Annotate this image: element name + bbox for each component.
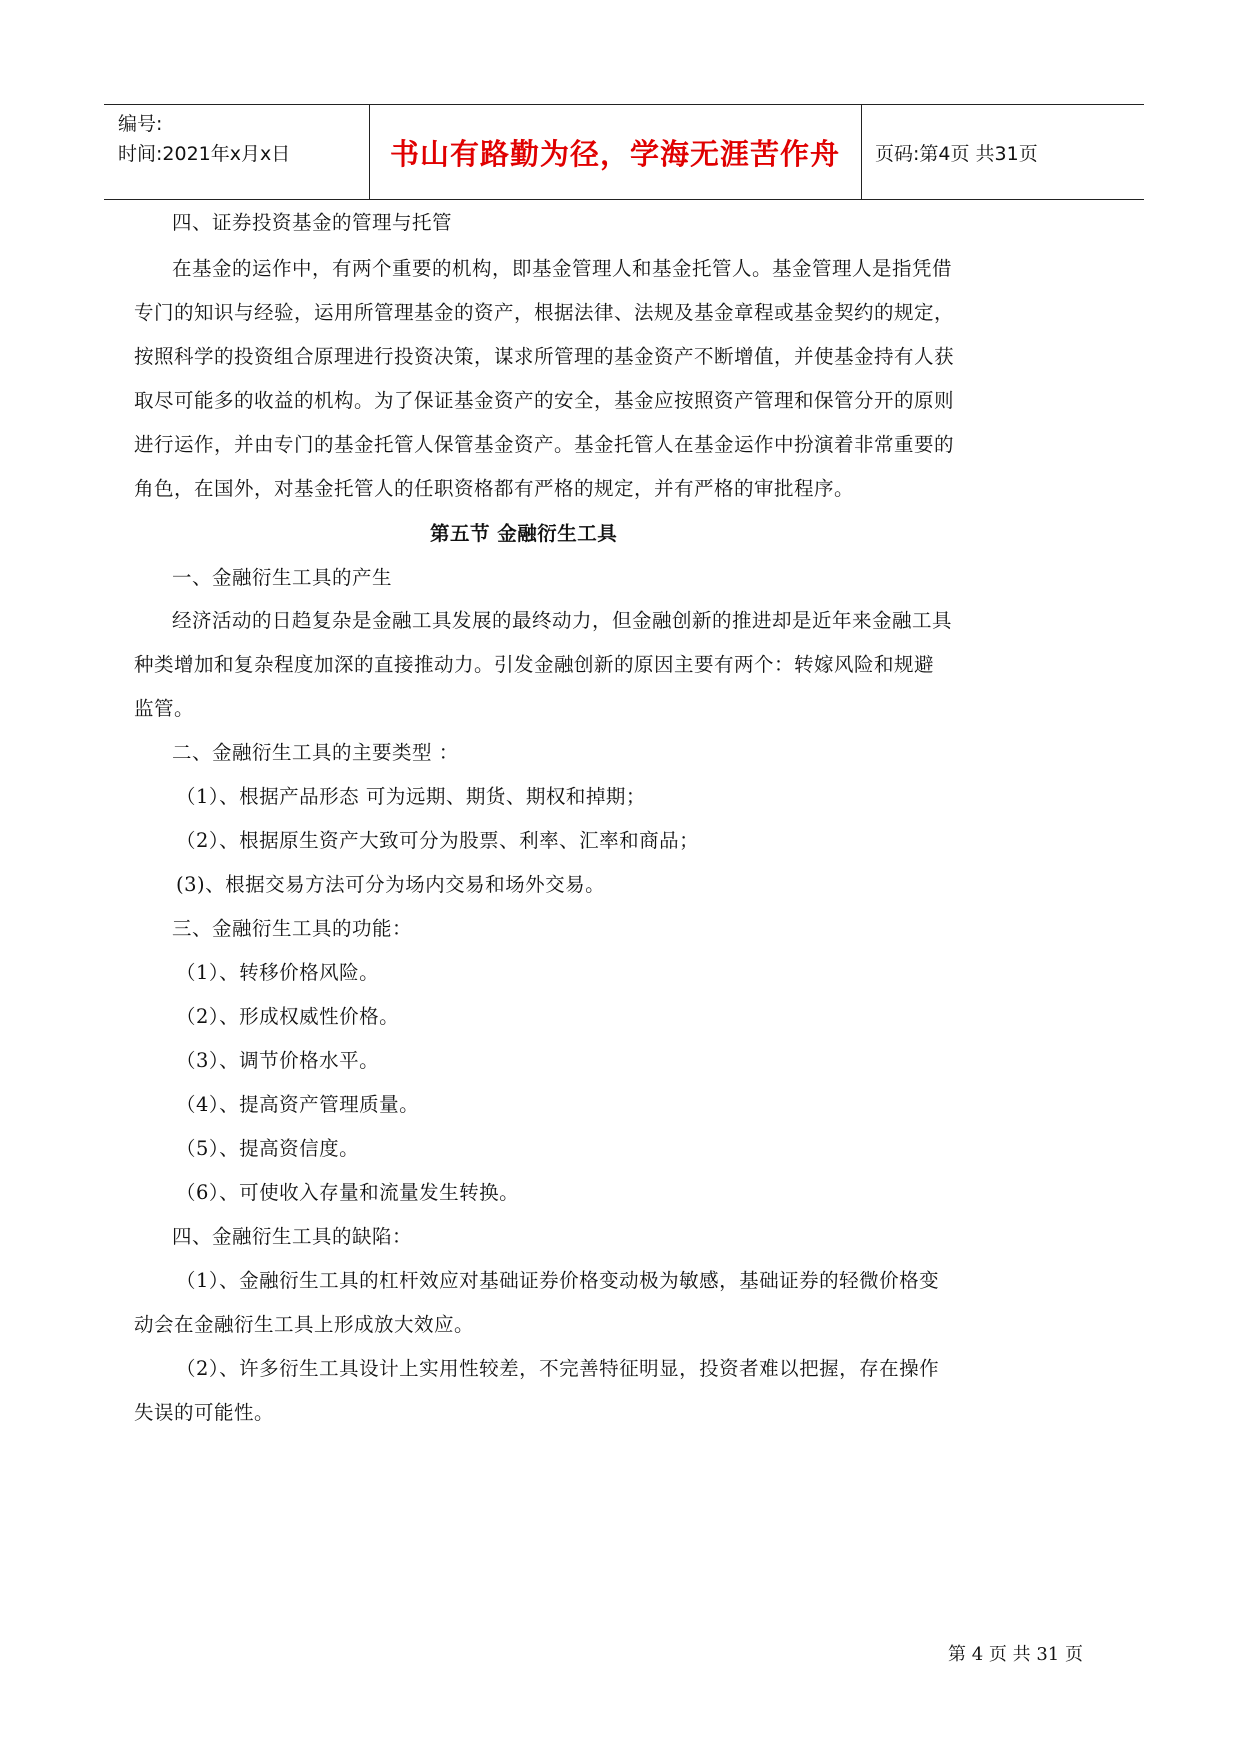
list-item: （3）、调节价格水平。 — [176, 1049, 380, 1072]
list-item: （2）、形成权威性价格。 — [176, 1005, 400, 1028]
section-heading: 二、金融衍生工具的主要类型 ： — [172, 741, 459, 764]
list-item: （4）、提高资产管理质量。 — [176, 1093, 420, 1116]
list-item: （1）、转移价格风险。 — [176, 961, 380, 984]
list-item: （1）、金融衍生工具的杠杆效应对基础证券价格变动极为敏感，基础证券的轻微价格变 — [176, 1269, 940, 1292]
page-footer: 第 4 页 共 31 页 — [948, 1644, 1083, 1665]
paragraph-line: 按照科学的投资组合原理进行投资决策，谋求所管理的基金资产不断增值，并使基金持有人获 — [134, 345, 955, 368]
chapter-heading: 第五节 金融衍生工具 — [430, 522, 618, 545]
paragraph-line: 取尽可能多的收益的机构。为了保证基金资产的安全，基金应按照资产管理和保管分开的原则 — [134, 389, 955, 412]
list-item: （2）、根据原生资产大致可分为股票、利率、汇率和商品； — [176, 829, 700, 852]
time-label: 时间:2021年x月x日 — [118, 143, 291, 165]
page-info: 页码:第4页 共31页 — [875, 142, 1038, 165]
section-heading: 一、金融衍生工具的产生 — [172, 566, 393, 589]
paragraph-line: 经济活动的日趋复杂是金融工具发展的最终动力，但金融创新的推进却是近年来金融工具 — [172, 609, 953, 632]
list-item: （5）、提高资信度。 — [176, 1137, 360, 1160]
paragraph-line: 专门的知识与经验，运用所管理基金的资产，根据法律、法规及基金章程或基金契约的规定， — [134, 301, 955, 324]
header-left-cell — [104, 105, 370, 199]
section-heading: 三、金融衍生工具的功能： — [172, 917, 413, 940]
list-item: （6）、可使收入存量和流量发生转换。 — [176, 1181, 520, 1204]
paragraph-line: 失误的可能性。 — [134, 1401, 275, 1424]
paragraph-line: 进行运作，并由专门的基金托管人保管基金资产。基金托管人在基金运作中扮演着非常重要的 — [134, 433, 955, 456]
section-heading: 四、金融衍生工具的缺陷： — [172, 1225, 413, 1248]
list-item: (3)、根据交易方法可分为场内交易和场外交易。 — [176, 873, 606, 896]
list-item: （1）、根据产品形态 可为远期、期货、期权和掉期； — [176, 785, 646, 808]
paragraph-line: 动会在金融衍生工具上形成放大效应。 — [134, 1313, 475, 1336]
header-page-cell — [861, 105, 1144, 199]
motto-text: 书山有路勤为径，学海无涯苦作舟 — [389, 136, 840, 171]
list-item: （2）、许多衍生工具设计上实用性较差，不完善特征明显，投资者难以把握，存在操作 — [176, 1357, 940, 1380]
number-label: 编号: — [118, 113, 163, 135]
paragraph-line: 监管。 — [134, 697, 195, 720]
section-heading: 四、证券投资基金的管理与托管 — [172, 211, 453, 234]
paragraph-line: 在基金的运作中，有两个重要的机构，即基金管理人和基金托管人。基金管理人是指凭借 — [172, 257, 953, 280]
paragraph-line: 角色，在国外，对基金托管人的任职资格都有严格的规定，并有严格的审批程序。 — [134, 477, 855, 500]
page-header — [104, 104, 1144, 200]
paragraph-line: 种类增加和复杂程度加深的直接推动力。引发金融创新的原因主要有两个：转嫁风险和规避 — [134, 653, 935, 676]
header-motto-cell — [369, 105, 862, 199]
